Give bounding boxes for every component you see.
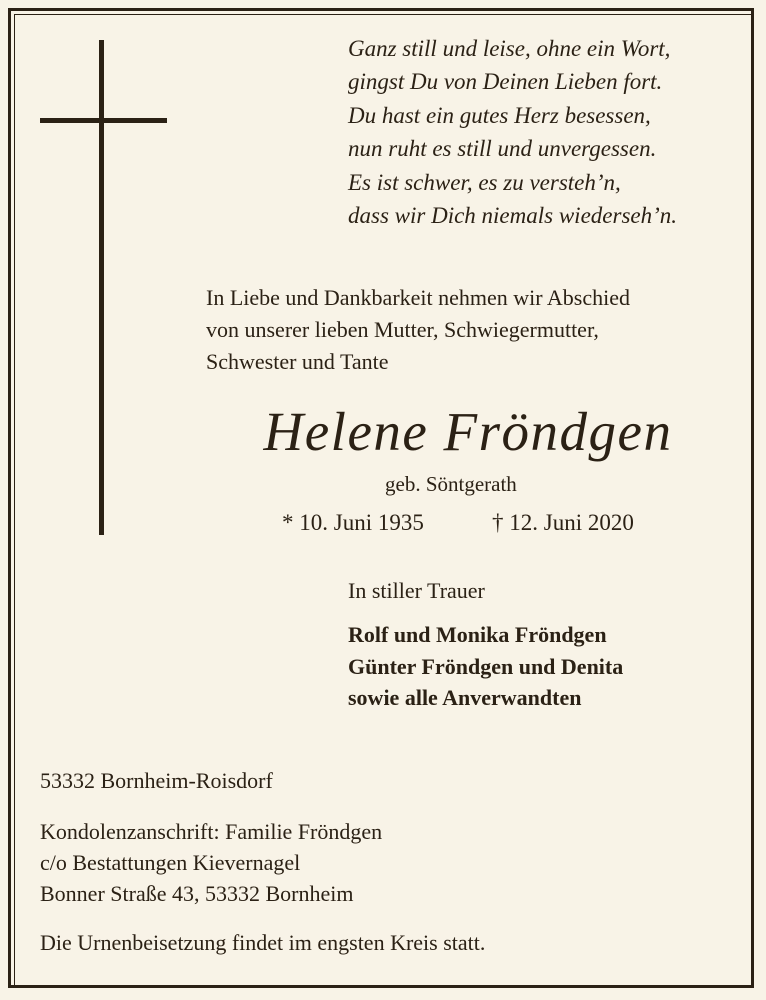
family-member: Rolf und Monika Fröndgen (348, 622, 607, 647)
poem-line: Es ist schwer, es zu versteh’n, (348, 169, 621, 195)
maiden-name: geb. Söntgerath (385, 472, 517, 496)
birth-date: * 10. Juni 1935 (282, 510, 424, 535)
mourning-label: In stiller Trauer (348, 578, 485, 603)
poem-line: gingst Du von Deinen Lieben fort. (348, 69, 663, 95)
burial-note: Die Urnenbeisetzung findet im engsten Kreis statt. (40, 930, 486, 955)
intro-line: von unserer lieben Mutter, Schwiegermutter, (206, 317, 599, 342)
address-line: c/o Bestattungen Kievernagel (40, 850, 301, 875)
address-line: Bonner Straße 43, 53332 Bornheim (40, 881, 354, 906)
cross-icon-bar (40, 118, 167, 123)
family-member: Günter Fröndgen und Denita (348, 653, 624, 679)
poem-line: Ganz still und leise, ohne ein Wort, (348, 36, 671, 61)
poem-line: dass wir Dich niemals wiederseh’n. (348, 203, 678, 229)
family-list (348, 619, 623, 714)
poem (348, 32, 677, 232)
intro-text (206, 282, 630, 378)
family-member: sowie alle Anverwandten (348, 685, 582, 710)
address-line: Kondolenzanschrift: Familie Fröndgen (40, 819, 383, 844)
poem-line: Du hast ein gutes Herz besessen, (348, 102, 651, 128)
intro-line: In Liebe und Dankbarkeit nehmen wir Abschied (206, 285, 630, 310)
poem-line: nun ruht es still und unvergessen. (348, 136, 657, 162)
intro-line: Schwester und Tante (206, 349, 389, 374)
deceased-name: Helene Fröndgen (263, 401, 673, 462)
death-date: † 12. Juni 2020 (492, 510, 634, 535)
condolence-address (40, 816, 382, 909)
city: 53332 Bornheim-Roisdorf (40, 768, 273, 793)
